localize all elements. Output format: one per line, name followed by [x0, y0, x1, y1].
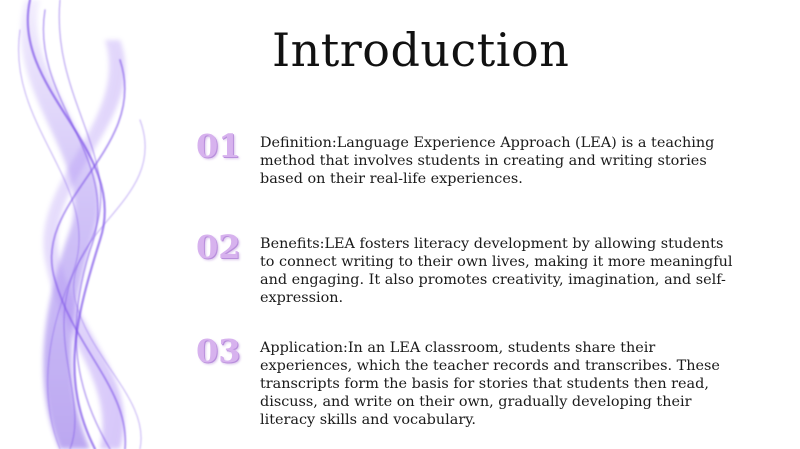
- slide-title: Introduction: [272, 23, 570, 77]
- item-number: 01: [196, 127, 241, 165]
- item-number: 02: [196, 228, 241, 266]
- purple-smoke-decoration: [0, 0, 200, 449]
- item-text: Definition:Language Experience Approach (LEA) is a teaching method that involves students in creating and writing stories based on their real-life experiences.: [260, 135, 715, 187]
- item-text: Application:In an LEA classroom, students share their experiences, which the teacher records and transcribes. These transcripts form the basis for stories that students then read, discuss, and write on their own, gradually developing their literacy skills and vocabulary.: [260, 340, 720, 428]
- item-text: Benefits:LEA fosters literacy development by allowing students to connect writing to their own lives, making it more meaningful and engaging. It also promotes creativity, imagination, and self-expression.: [260, 236, 733, 306]
- item-number: 03: [196, 332, 241, 370]
